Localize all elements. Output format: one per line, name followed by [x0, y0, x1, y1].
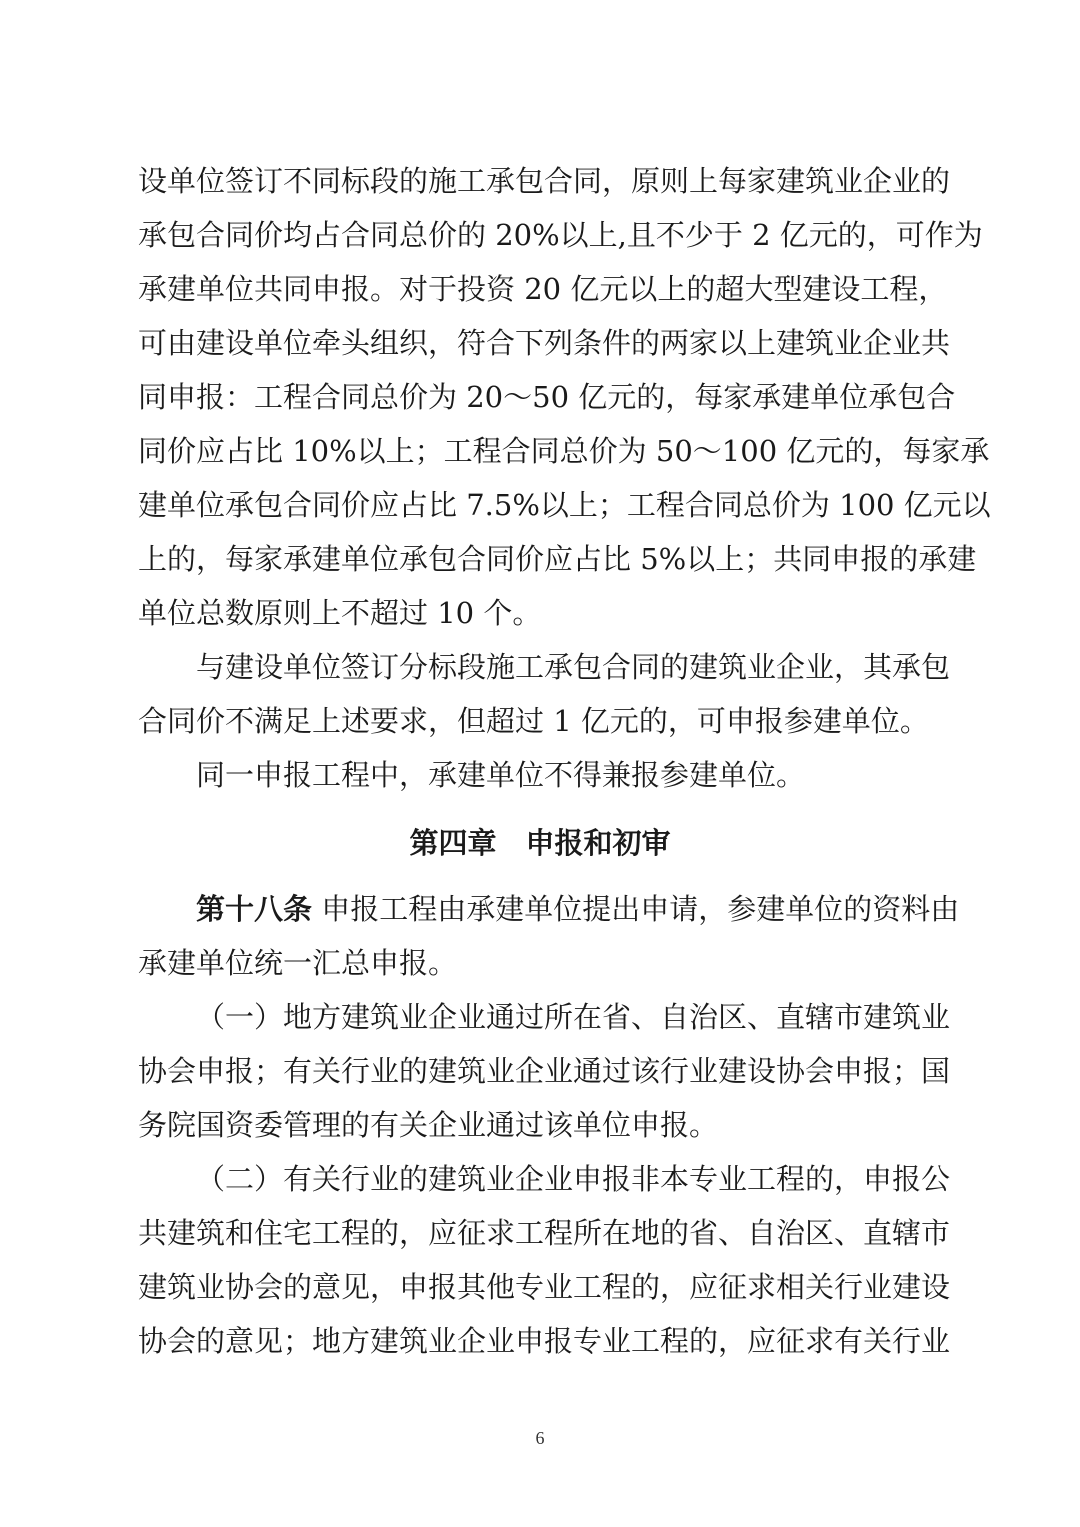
paragraph-line: 同一申报工程中，承建单位不得兼报参建单位。: [196, 758, 806, 792]
list-item-line: 建筑业协会的意见，申报其他专业工程的，应征求相关行业建设: [138, 1270, 951, 1304]
list-item-line: 务院国资委管理的有关企业通过该单位申报。: [138, 1108, 719, 1142]
list-item-line: （一）地方建筑业企业通过所在省、自治区、直辖市建筑业: [196, 1000, 951, 1034]
paragraph-line: 设单位签订不同标段的施工承包合同，原则上每家建筑业企业的: [138, 164, 951, 198]
paragraph-line: 承建单位共同申报。对于投资 20 亿元以上的超大型建设工程，: [138, 272, 948, 306]
paragraph-line: 建单位承包合同价应占比 7.5%以上；工程合同总价为 100 亿元以: [138, 488, 991, 522]
chapter-heading: 第四章 申报和初审: [409, 826, 671, 860]
paragraph-line: 同价应占比 10%以上；工程合同总价为 50～100 亿元的，每家承: [138, 434, 990, 468]
paragraph-line: 上的，每家承建单位承包合同价应占比 5%以上；共同申报的承建: [138, 542, 977, 576]
paragraph-line: 合同价不满足上述要求，但超过 1 亿元的，可申报参建单位。: [138, 704, 929, 738]
list-item-line: 协会申报；有关行业的建筑业企业通过该行业建设协会申报；国: [138, 1054, 951, 1088]
list-item-line: （二）有关行业的建筑业企业申报非本专业工程的，申报公: [196, 1162, 951, 1196]
list-item-line: 协会的意见；地方建筑业企业申报专业工程的，应征求有关行业: [138, 1324, 951, 1358]
paragraph-line: 承建单位统一汇总申报。: [138, 946, 458, 980]
article-18-first-line: [196, 884, 960, 934]
paragraph-line: 与建设单位签订分标段施工承包合同的建筑业企业，其承包: [196, 650, 951, 684]
list-item-line: 共建筑和住宅工程的，应征求工程所在地的省、自治区、直辖市: [138, 1216, 951, 1250]
paragraph-line: 承包合同价均占合同总价的 20%以上,且不少于 2 亿元的，可作为: [138, 218, 983, 252]
paragraph-line: 单位总数原则上不超过 10 个。: [138, 596, 542, 630]
paragraph-line: 同申报：工程合同总价为 20～50 亿元的，每家承建单位承包合: [138, 380, 956, 414]
article-label: 第十八条: [196, 892, 313, 926]
page-number: 6: [535, 1428, 545, 1448]
paragraph-line: 可由建设单位牵头组织，符合下列条件的两家以上建筑业企业共: [138, 326, 951, 360]
article-text: 申报工程由承建单位提出申请，参建单位的资料由: [321, 892, 960, 926]
